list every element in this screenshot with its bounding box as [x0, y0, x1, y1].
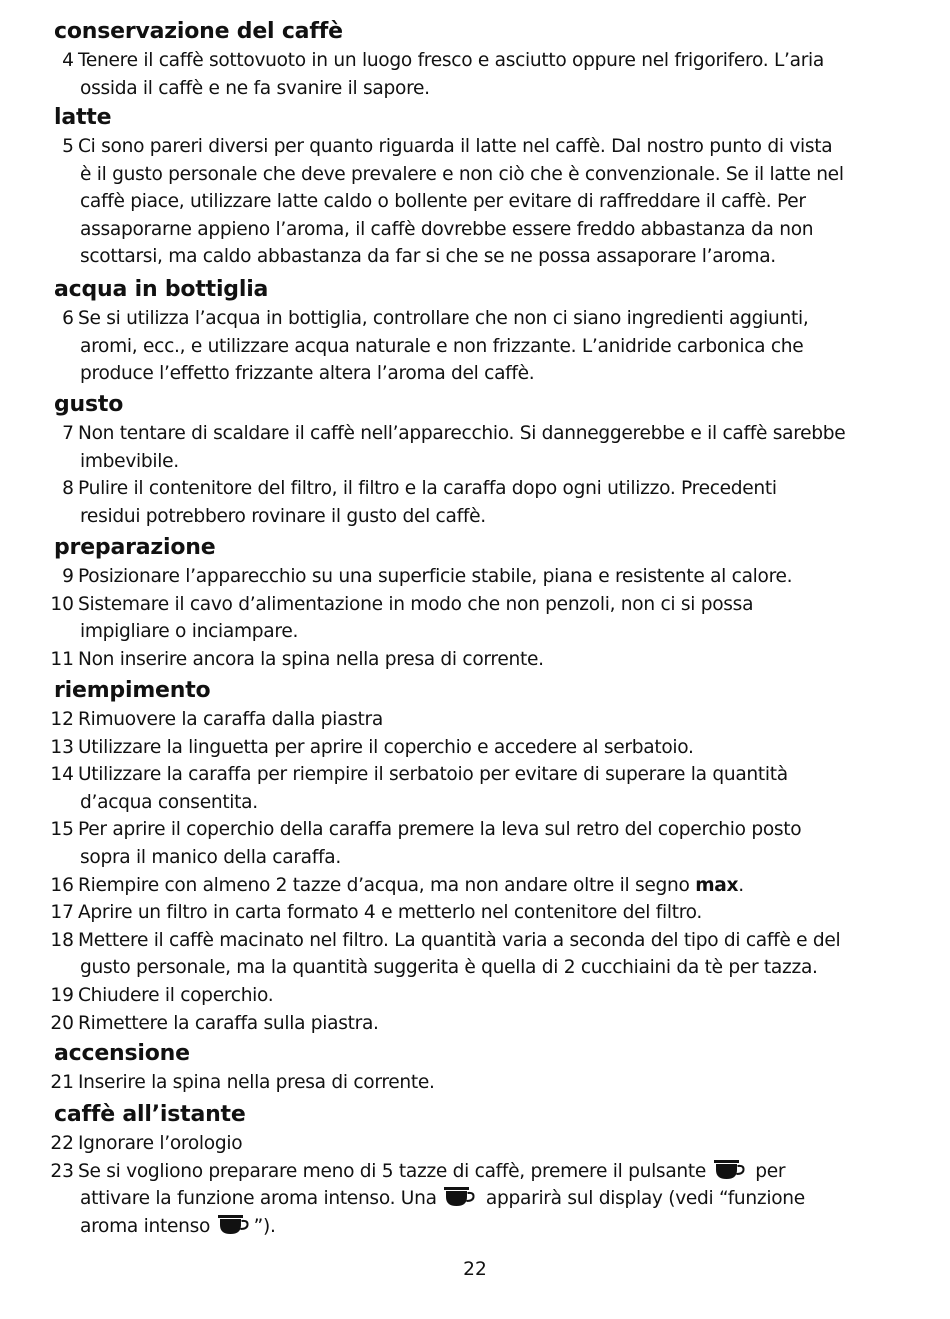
item-line [78, 872, 744, 900]
item-number: 18 [50, 929, 74, 951]
item-text: Posizionare l’apparecchio su una superficie stabile, piana e resistente al calore. [78, 566, 793, 587]
item-line [78, 591, 753, 619]
item-line [78, 305, 808, 333]
item-line [78, 1069, 435, 1097]
item-text: produce l’effetto frizzante altera l’aroma del caffè. [80, 363, 535, 385]
item-line [78, 706, 383, 734]
item-number: 5 [62, 136, 74, 157]
coffee-cup-icon [443, 1186, 479, 1208]
item-text: impigliare o inciampare. [80, 621, 299, 643]
item-text: imbevibile. [80, 450, 179, 472]
item-line [80, 789, 258, 817]
item-text: Riempire con almeno 2 tazze d’acqua, ma non andare oltre il segno [78, 874, 696, 896]
item-line [80, 161, 844, 189]
item-text: d’acqua consentita. [80, 791, 258, 813]
section-heading: latte [54, 105, 112, 130]
item-text: Utilizzare la caraffa per riempire il serbatoio per evitare di superare la quantità [78, 764, 788, 786]
item-text: Rimuovere la caraffa dalla piastra [78, 709, 383, 730]
item-number: 21 [50, 1072, 74, 1093]
item-number: 16 [50, 874, 74, 896]
item-line [80, 333, 803, 361]
section-heading: accensione [54, 1041, 190, 1066]
item-text: Ci sono pareri diversi per quanto riguarda il latte nel caffè. Dal nostro punto di vista [78, 136, 833, 157]
section-heading: acqua in bottiglia [54, 277, 269, 302]
item-text: è il gusto personale che deve prevalere e non ciò che è convenzionale. Se il latte nel [80, 163, 844, 185]
item-line [78, 734, 694, 762]
item-line [80, 188, 806, 216]
item-text: apparirà sul display (vedi “funzione [480, 1188, 805, 1210]
item-line [80, 1213, 276, 1241]
item-text: Utilizzare la linguetta per aprire il coperchio e accedere al serbatoio. [78, 736, 694, 758]
item-text: Inserire la spina nella presa di corrente. [78, 1072, 435, 1093]
item-line [78, 646, 544, 674]
item-line [80, 618, 298, 646]
section-heading: gusto [54, 392, 124, 417]
item-number: 12 [50, 709, 74, 730]
item-line [78, 1130, 242, 1158]
item-text: ”). [253, 1215, 276, 1237]
section-heading: caffè all’istante [54, 1102, 246, 1127]
item-text: residui potrebbero rovinare il gusto del caffè. [80, 505, 486, 527]
item-text: Rimettere la caraffa sulla piastra. [78, 1012, 379, 1034]
item-line [78, 420, 845, 448]
item-text: caffè piace, utilizzare latte caldo o bollente per evitare di raffreddare il caffè. Per [80, 191, 806, 213]
item-text: Ignorare l’orologio [78, 1133, 243, 1154]
item-text: Per aprire il coperchio della caraffa premere la leva sul retro del coperchio posto [78, 819, 802, 841]
coffee-cup-icon [217, 1214, 253, 1236]
item-line [78, 761, 788, 789]
item-line [78, 47, 824, 75]
item-number: 19 [50, 985, 74, 1006]
item-text: Non inserire ancora la spina nella presa di corrente. [78, 648, 544, 670]
item-line [80, 216, 813, 244]
item-number: 14 [50, 764, 74, 786]
item-text: Tenere il caffè sottovuoto in un luogo fresco e asciutto oppure nel frigorifero. L’aria [78, 50, 825, 71]
item-text: Aprire un filtro in carta formato 4 e metterlo nel contenitore del filtro. [78, 902, 702, 924]
bold-term: max [695, 874, 739, 896]
item-line [80, 954, 818, 982]
item-line [80, 844, 341, 872]
section-heading: conservazione del caffè [54, 19, 343, 44]
item-number: 13 [50, 736, 74, 758]
page-number: 22 [463, 1259, 487, 1280]
item-text: scottarsi, ma caldo abbastanza da far si che se ne possa assaporare l’aroma. [80, 246, 776, 268]
item-line [80, 503, 486, 531]
item-line [78, 133, 832, 161]
item-text: Pulire il contenitore del filtro, il filtro e la caraffa dopo ogni utilizzo. Precedenti [78, 478, 777, 500]
item-text: ossida il caffè e ne fa svanire il sapore. [80, 77, 430, 99]
item-line [78, 816, 801, 844]
item-text: Non tentare di scaldare il caffè nell’apparecchio. Si danneggerebbe e il caffè sarebbe [78, 423, 846, 444]
item-line [80, 448, 179, 476]
item-number: 20 [50, 1012, 74, 1034]
item-line [78, 1158, 785, 1186]
item-number: 11 [50, 648, 74, 670]
section-heading: preparazione [54, 535, 216, 560]
item-text-tail: . [738, 874, 744, 896]
item-text: sopra il manico della caraffa. [80, 846, 341, 868]
item-line [78, 982, 273, 1010]
section-heading: riempimento [54, 678, 211, 703]
item-line [78, 899, 702, 927]
item-number: 6 [62, 308, 74, 329]
item-text: Chiudere il coperchio. [78, 985, 274, 1006]
item-number: 22 [50, 1133, 74, 1154]
item-line [78, 1010, 379, 1038]
item-text: attivare la funzione aroma intenso. Una [80, 1188, 443, 1210]
item-number: 8 [62, 478, 74, 500]
item-line [78, 927, 840, 955]
item-line [80, 360, 534, 388]
item-text: per [749, 1160, 786, 1182]
item-number: 23 [50, 1160, 74, 1182]
item-line [78, 475, 777, 503]
item-text: aromi, ecc., e utilizzare acqua naturale e non frizzante. L’anidride carbonica che [80, 335, 804, 357]
item-line [78, 563, 792, 591]
item-number: 10 [50, 593, 74, 615]
coffee-cup-icon [713, 1159, 749, 1181]
item-text: Se si utilizza l’acqua in bottiglia, controllare che non ci siano ingredienti aggiunti, [78, 308, 809, 329]
item-line [80, 243, 776, 271]
item-number: 9 [62, 566, 74, 587]
item-text: gusto personale, ma la quantità suggerita è quella di 2 cucchiaini da tè per tazza. [80, 957, 818, 979]
item-text: assaporarne appieno l’aroma, il caffè dovrebbe essere freddo abbastanza da non [80, 218, 814, 240]
item-line [80, 75, 430, 103]
item-text: aroma intenso [80, 1215, 216, 1237]
item-number: 7 [62, 423, 74, 444]
item-number: 15 [50, 819, 74, 841]
item-number: 17 [50, 902, 74, 924]
item-number: 4 [62, 50, 74, 71]
item-text: Sistemare il cavo d’alimentazione in modo che non penzoli, non ci si possa [78, 593, 754, 615]
item-text: Mettere il caffè macinato nel filtro. La quantità varia a seconda del tipo di caffè e del [78, 929, 841, 951]
item-line [80, 1185, 805, 1213]
item-text: Se si vogliono preparare meno di 5 tazze di caffè, premere il pulsante [78, 1160, 712, 1182]
